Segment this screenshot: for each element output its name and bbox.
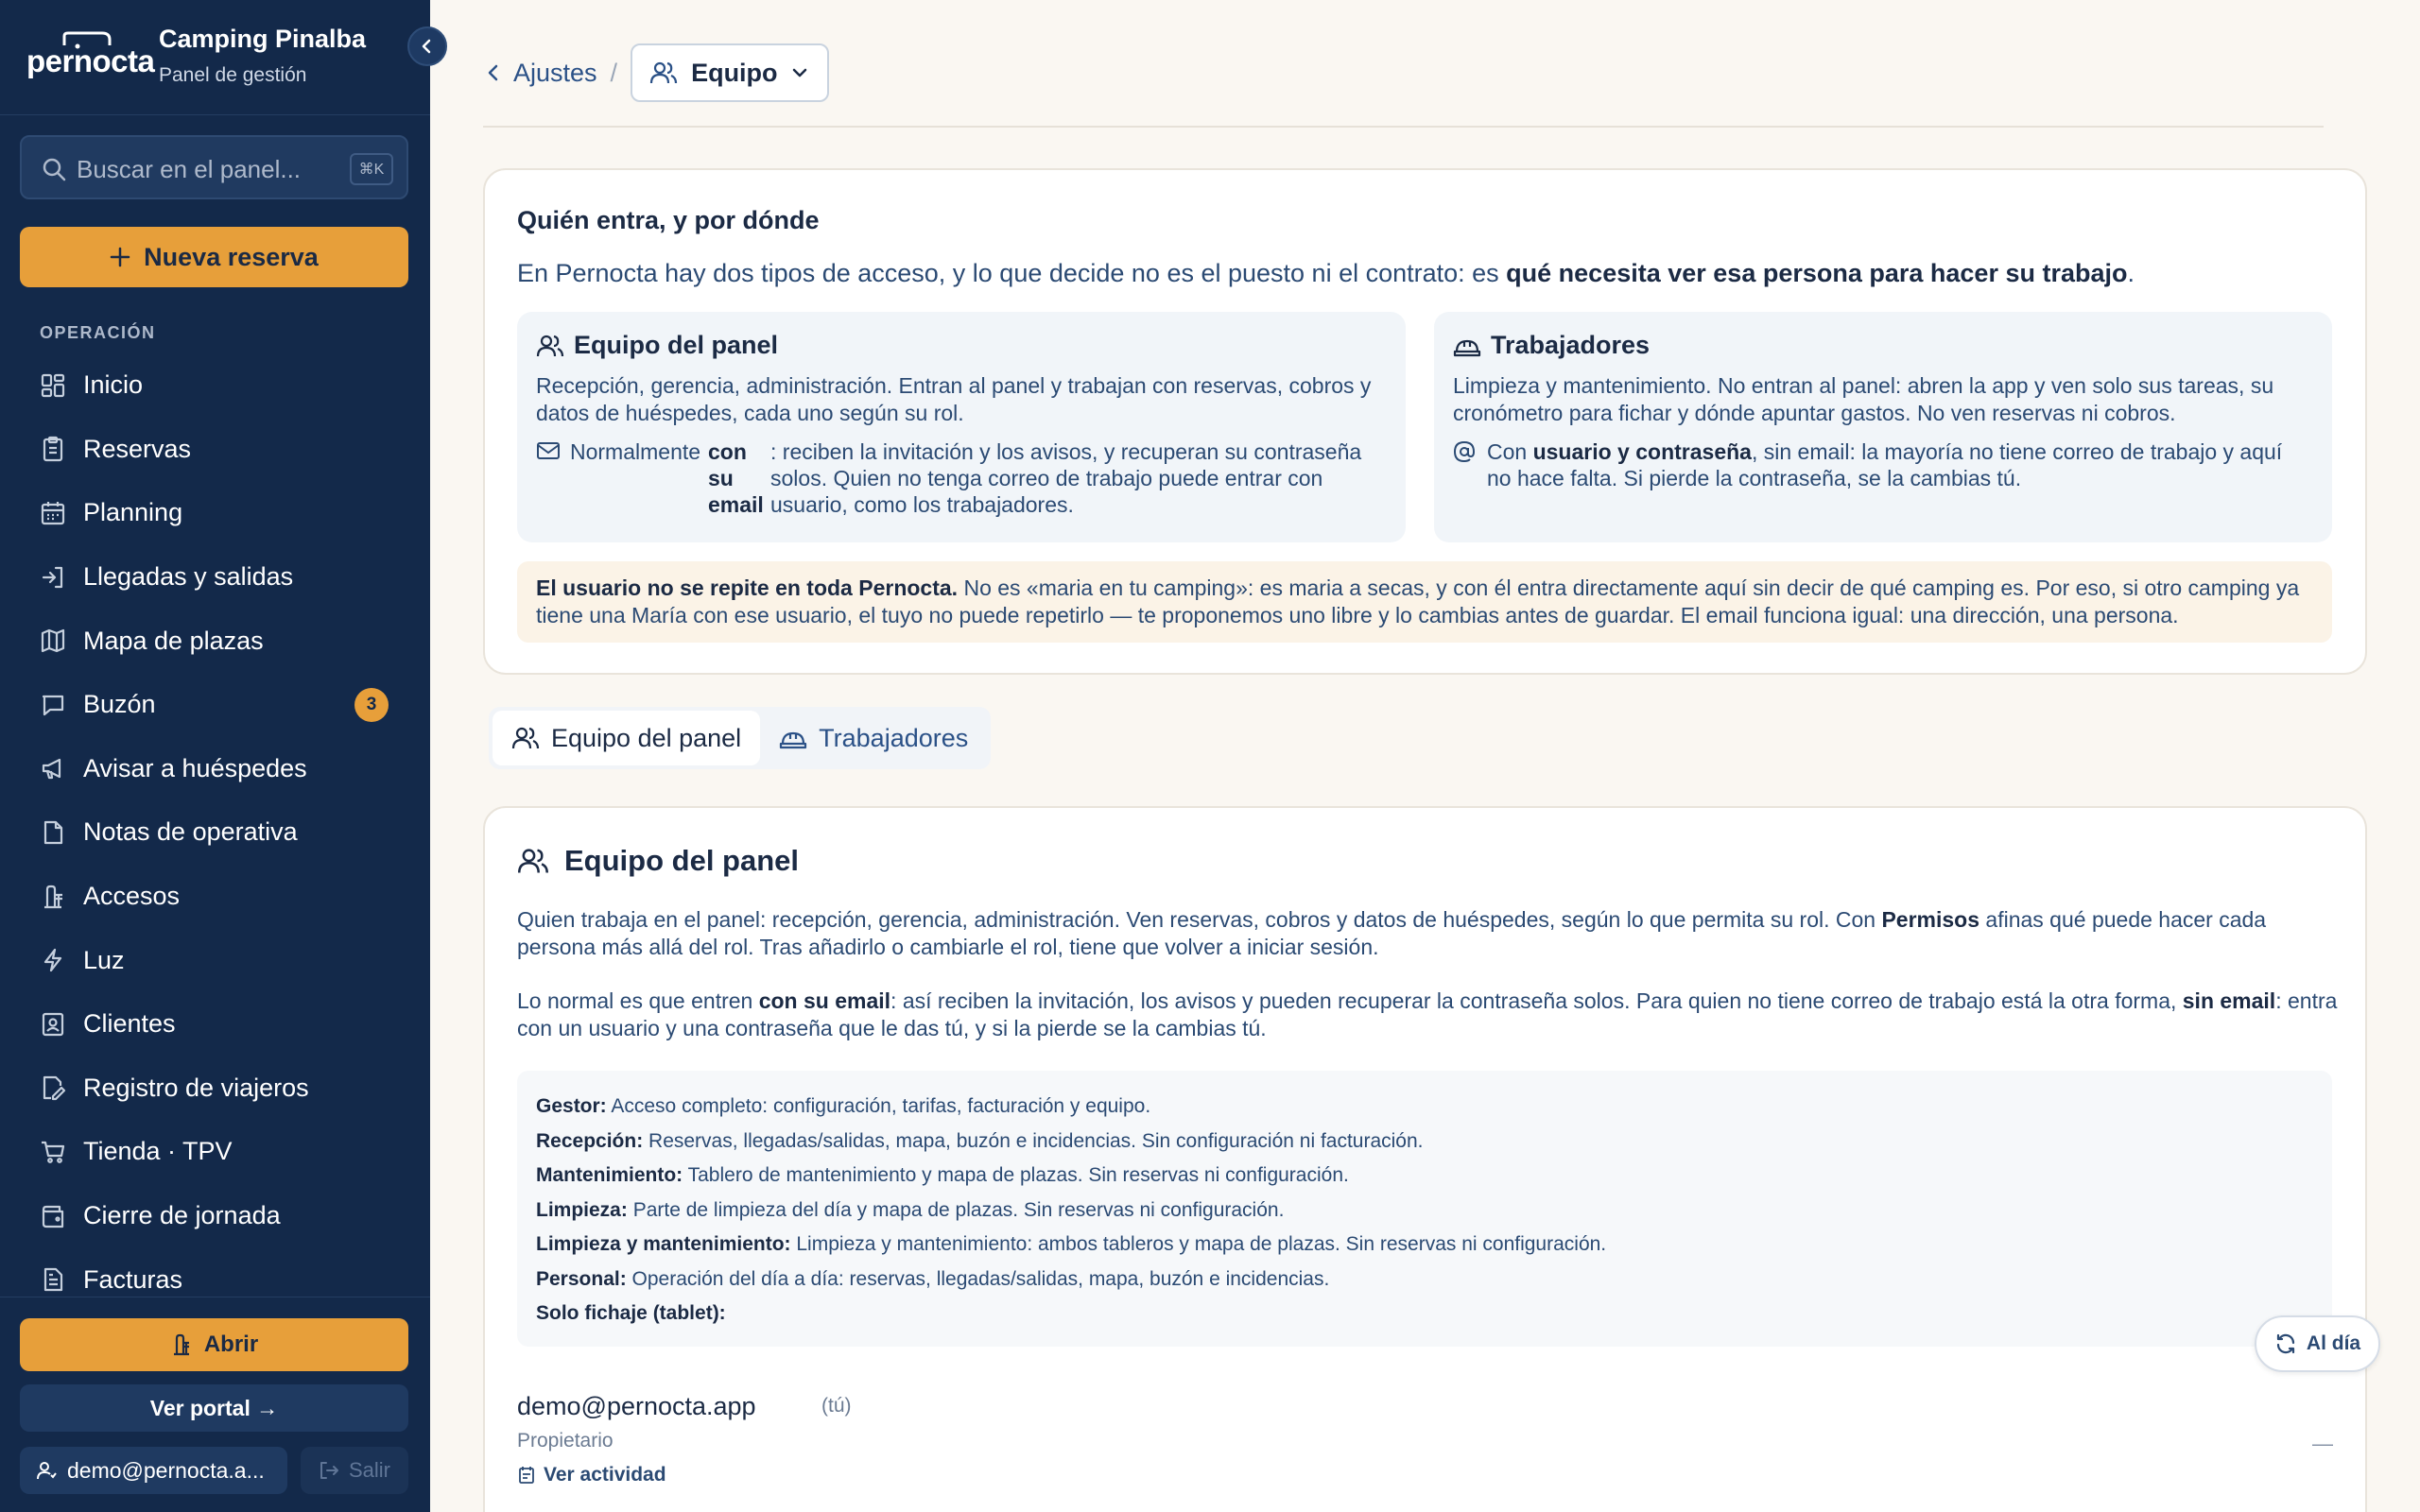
hard-hat-icon	[779, 725, 807, 751]
view-portal-button[interactable]: Ver portal →	[20, 1384, 408, 1432]
dashboard-icon	[40, 372, 66, 399]
user-email: demo@pernocta.a...	[67, 1457, 265, 1483]
workers-box	[1434, 312, 2332, 542]
refresh-icon	[2274, 1332, 2297, 1355]
pernocta-logo[interactable]	[26, 30, 155, 78]
panel-team-box	[517, 312, 1406, 542]
access-intro-card	[483, 168, 2367, 675]
map-icon	[40, 627, 66, 654]
section-dropdown[interactable]	[631, 43, 828, 102]
role-desc: Parte de limpieza del día y mapa de plazas. Sin reservas ni configuración.	[627, 1198, 1285, 1221]
team-description	[517, 906, 2342, 961]
sidebar-item-label: Accesos	[83, 882, 181, 911]
member-actions-placeholder: —	[2312, 1432, 2333, 1455]
intro-lead-end: .	[2127, 259, 2135, 287]
sidebar-item-label: Reservas	[83, 434, 192, 463]
chevron-left-icon	[419, 38, 436, 55]
megaphone-icon	[40, 755, 66, 782]
sync-status-button[interactable]	[2255, 1315, 2380, 1372]
tab-panel-team[interactable]	[493, 711, 760, 765]
username-uniqueness-notice	[517, 561, 2332, 643]
barrier-icon	[40, 884, 66, 910]
tab-workers[interactable]	[760, 711, 987, 765]
main-content	[430, 0, 2420, 1512]
workers-heading	[1453, 331, 1650, 360]
sidebar-footer	[0, 1297, 430, 1512]
team-login-info	[517, 988, 2342, 1042]
sidebar-item-planning[interactable]	[0, 481, 430, 545]
sidebar-item-label: Tienda · TPV	[83, 1137, 233, 1166]
panel-team-card	[483, 806, 2367, 1512]
panel-note-text: : reciben la invitación y los avisos, y recuperan su contraseña solos. Quien no tenga correo de trabajo puede entrar con usuario, como los trabajadores.	[770, 439, 1362, 517]
team-card-title: Equipo del panel	[564, 844, 800, 877]
message-icon	[40, 692, 66, 718]
login-info-e: : entra con un usuario y una contraseña que le das tú, y si la pierde se la cambias tú.	[517, 988, 2338, 1040]
breadcrumb-separator: /	[610, 58, 618, 87]
workers-note-prefix: Con	[1487, 439, 1533, 464]
role-name: Recepción:	[536, 1129, 644, 1152]
plus-icon	[110, 247, 130, 267]
role-desc: Reservas, llegadas/salidas, mapa, buzón e incidencias. Sin configuración ni facturación.	[643, 1129, 1424, 1152]
camping-subtitle: Panel de gestión	[159, 64, 307, 86]
bolt-icon	[40, 947, 66, 973]
sidebar-item-label: Avisar a huéspedes	[83, 753, 307, 782]
logout-label: Salir	[348, 1458, 390, 1482]
sidebar	[0, 0, 430, 1512]
sidebar-item-tienda[interactable]	[0, 1120, 430, 1184]
sidebar-item-notas[interactable]	[0, 800, 430, 865]
wallet-icon	[40, 1203, 66, 1229]
contact-icon	[40, 1011, 66, 1038]
login-info-c: : así reciben la invitación, los avisos y pueden recuperar la contraseña solos. Para quien no tiene correo de trabajo está la otra forma,	[890, 988, 2183, 1013]
member-you-tag: (tú)	[821, 1395, 852, 1417]
login-info-a: Lo normal es que entren	[517, 988, 759, 1013]
users-icon	[649, 60, 678, 86]
chevron-left-icon	[487, 62, 500, 83]
hard-hat-icon	[1453, 333, 1481, 359]
role-desc: Operación del día a día: reservas, llegadas/salidas, mapa, buzón e incidencias.	[626, 1267, 1330, 1290]
role-name: Limpieza:	[536, 1198, 628, 1221]
users-icon	[517, 846, 549, 876]
view-activity-label: Ver actividad	[544, 1464, 666, 1486]
sidebar-item-llegadas[interactable]	[0, 545, 430, 610]
roles-legend	[517, 1071, 2332, 1347]
intro-lead-text: En Pernocta hay dos tipos de acceso, y lo que decide no es el puesto ni el contrato: es	[517, 259, 1507, 287]
activity-log-icon	[517, 1466, 536, 1485]
role-name: Limpieza y mantenimiento:	[536, 1233, 791, 1255]
breadcrumb-back-link[interactable]	[487, 59, 597, 88]
edit-doc-icon	[40, 1074, 66, 1101]
sidebar-item-label: Clientes	[83, 1009, 176, 1039]
user-menu-button[interactable]	[20, 1447, 287, 1494]
users-icon	[511, 725, 540, 751]
workers-note	[1453, 438, 2304, 491]
panel-team-heading	[536, 331, 778, 360]
sidebar-item-label: Luz	[83, 945, 125, 974]
sidebar-item-avisar[interactable]	[0, 737, 430, 801]
login-info-b: con su email	[758, 988, 891, 1013]
tab-label: Equipo del panel	[551, 723, 742, 752]
open-button[interactable]	[20, 1318, 408, 1371]
panel-note-bold: con su email	[708, 439, 764, 517]
camping-name: Camping Pinalba	[159, 25, 367, 53]
role-desc: Tablero de mantenimiento y mapa de plazas. Sin reservas ni configuración.	[683, 1164, 1349, 1186]
sidebar-item-cierre[interactable]	[0, 1184, 430, 1248]
sidebar-item-label: Inicio	[83, 370, 144, 400]
search-shortcut: ⌘K	[350, 153, 393, 185]
role-item	[536, 1263, 2313, 1297]
workers-note-rest: , sin email: la mayoría no tiene correo de trabajo y aquí no hace falta. Si pierde la contraseña, se la cambias tú.	[1487, 439, 2283, 490]
sidebar-item-registro[interactable]	[0, 1057, 430, 1121]
workers-note-text	[1487, 438, 2304, 491]
role-name: Mantenimiento:	[536, 1164, 683, 1186]
collapse-sidebar-button[interactable]	[407, 26, 447, 66]
chevron-down-icon	[791, 67, 808, 78]
logo-text: pernocta	[26, 43, 155, 78]
role-name: Gestor:	[536, 1095, 607, 1117]
search-placeholder: Buscar en el panel...	[77, 155, 302, 183]
cart-icon	[40, 1139, 66, 1165]
brand-header	[0, 0, 430, 115]
logout-button[interactable]	[301, 1447, 408, 1494]
calendar-icon	[40, 500, 66, 526]
login-info-d: sin email	[2182, 988, 2276, 1013]
sidebar-item-label: Cierre de jornada	[83, 1201, 281, 1230]
role-item	[536, 1090, 2313, 1125]
barrier-icon	[170, 1333, 193, 1356]
sidebar-item-label: Mapa de plazas	[83, 626, 264, 655]
sidebar-item-label: Facturas	[83, 1264, 183, 1294]
logout-icon	[319, 1460, 339, 1481]
user-icon	[35, 1459, 58, 1482]
permissions-link[interactable]: Permisos	[1881, 907, 1980, 932]
sidebar-item-accesos[interactable]	[0, 865, 430, 929]
breadcrumb-current: Equipo	[691, 58, 778, 87]
sidebar-item-luz[interactable]	[0, 928, 430, 992]
sidebar-item-inicio[interactable]	[0, 353, 430, 418]
view-activity-link[interactable]	[517, 1464, 666, 1486]
workers-desc: Limpieza y mantenimiento. No entran al panel: abren la app y ven solo sus tareas, su cronómetro para fichar y dónde apuntar gastos. No ven reservas ni cobros.	[1453, 373, 2274, 425]
intro-lead-bold: qué necesita ver esa persona para hacer su trabajo	[1506, 259, 2128, 287]
team-card-heading	[517, 844, 799, 878]
panel-team-desc: Recepción, gerencia, administración. Entran al panel y trabajan con reservas, cobros y datos de huéspedes, cada uno según su rol.	[536, 373, 1372, 425]
role-name: Personal:	[536, 1267, 627, 1290]
tab-label: Trabajadores	[819, 723, 969, 752]
panel-note-prefix: Normalmente	[570, 439, 701, 464]
clipboard-icon	[40, 436, 66, 462]
workers-note-bold: usuario y contraseña	[1532, 439, 1752, 464]
notice-bold: El usuario no se repite en toda Pernocta.	[536, 576, 959, 600]
sidebar-item-reservas[interactable]	[0, 418, 430, 482]
intro-title: Quién entra, y por dónde	[517, 206, 820, 234]
team-desc-rest: afinas qué puede hacer cada persona más allá del rol. Tras añadirlo o cambiarle el rol, tiene que volver a iniciar sesión.	[517, 907, 2267, 959]
panel-team-note	[536, 438, 1387, 518]
sidebar-nav	[0, 353, 430, 1312]
sidebar-item-clientes[interactable]	[0, 992, 430, 1057]
sidebar-item-label: Planning	[83, 498, 183, 527]
role-item	[536, 1159, 2313, 1194]
search-input[interactable]	[20, 135, 408, 199]
sidebar-item-label: Buzón	[83, 690, 156, 719]
role-item	[536, 1228, 2313, 1263]
note-icon	[40, 819, 66, 846]
breadcrumb	[487, 43, 829, 102]
sidebar-item-label: Notas de operativa	[83, 817, 298, 847]
nav-section-title: OPERACIÓN	[40, 323, 156, 342]
role-desc: Acceso completo: configuración, tarifas, facturación y equipo.	[606, 1095, 1151, 1117]
sidebar-item-label: Registro de viajeros	[83, 1073, 309, 1102]
role-name: Solo fichaje (tablet):	[536, 1302, 726, 1324]
team-tabs	[489, 707, 991, 769]
sidebar-item-buzon[interactable]	[0, 673, 430, 737]
member-email: demo@pernocta.app	[517, 1392, 756, 1420]
login-icon	[40, 564, 66, 591]
team-desc-text: Quien trabaja en el panel: recepción, gerencia, administración. Ven reservas, cobros y datos de huéspedes, según lo que permita su rol. Con	[517, 907, 1882, 932]
role-item	[536, 1125, 2313, 1160]
sidebar-item-mapa[interactable]	[0, 609, 430, 673]
workers-title: Trabajadores	[1491, 331, 1651, 359]
new-reservation-label: Nueva reserva	[144, 242, 319, 271]
open-label: Abrir	[203, 1332, 259, 1357]
breadcrumb-parent: Ajustes	[513, 58, 597, 87]
mail-icon	[536, 438, 570, 518]
member-role: Propietario	[517, 1430, 614, 1452]
invoice-icon	[40, 1266, 66, 1293]
search-icon	[41, 156, 67, 182]
unread-badge: 3	[354, 688, 389, 722]
panel-team-title: Equipo del panel	[574, 331, 779, 359]
at-icon	[1453, 438, 1487, 491]
divider	[483, 126, 2324, 128]
users-icon	[536, 333, 564, 359]
notice-text: No es «maria en tu camping»: es maria a secas, y con él entra directamente aquí sin decir de qué camping es. Por eso, si otro camping ya tiene una María con ese usuario, el tuyo no puede repetirlo — te proponemos uno libre y lo cambias antes de guardar. El email funciona igual: una dirección, una persona.	[536, 576, 2300, 627]
role-item	[536, 1297, 2313, 1332]
new-reservation-button[interactable]	[20, 227, 408, 287]
role-desc: Limpieza y mantenimiento: ambos tableros y mapa de plazas. Sin reservas ni configuración.	[790, 1233, 1607, 1255]
sync-status-label: Al día	[2306, 1332, 2361, 1354]
intro-lead	[517, 259, 2135, 288]
sidebar-item-label: Llegadas y salidas	[83, 562, 294, 592]
role-item	[536, 1194, 2313, 1228]
